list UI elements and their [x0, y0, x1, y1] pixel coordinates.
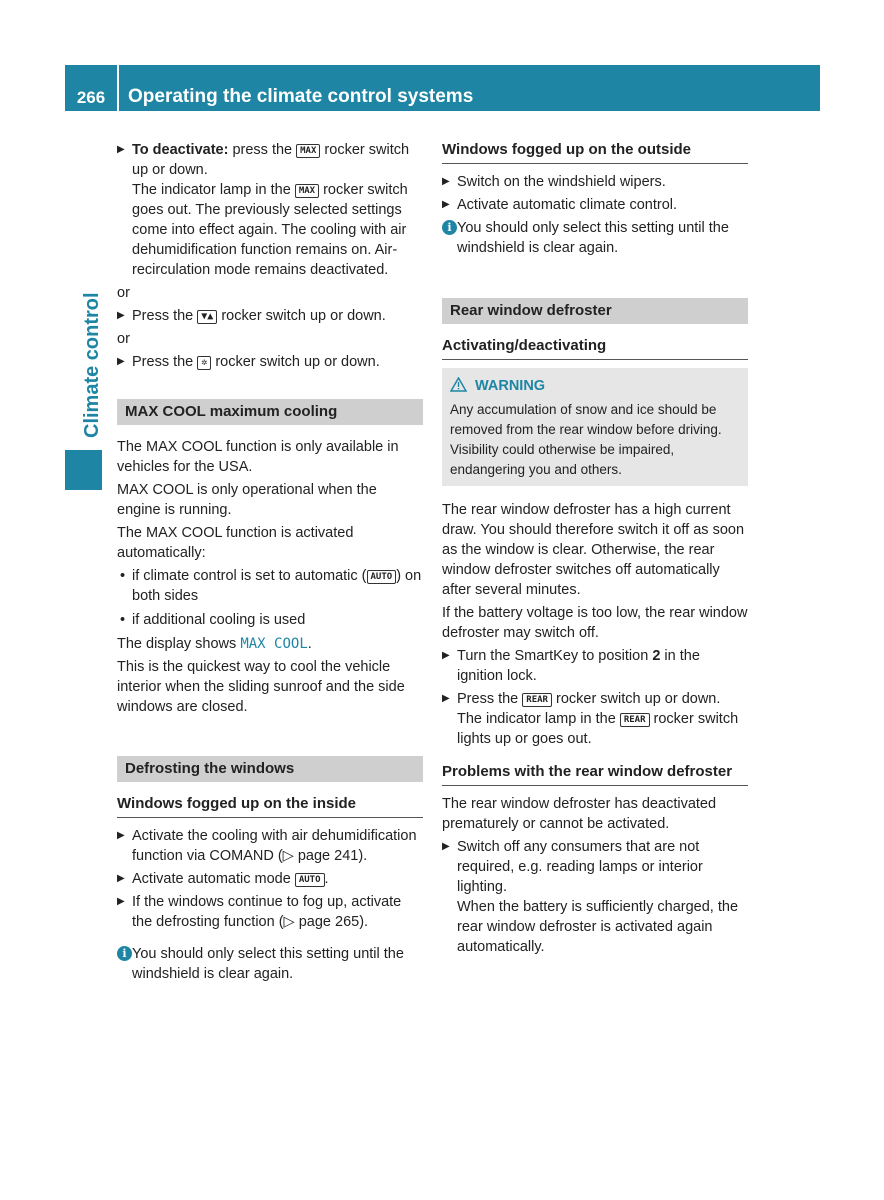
or-text: or — [117, 331, 130, 347]
warning-box — [442, 368, 748, 486]
step-item — [442, 837, 748, 957]
step-item — [117, 826, 423, 866]
step-text: rocker switch up or down. — [551, 691, 721, 707]
step-text: The indicator lamp in the — [457, 711, 620, 727]
rear-defrost-key-icon: REAR — [620, 713, 650, 727]
step-text: Activate the cooling with air dehumidification function via COMAND (▷ page 241). — [132, 828, 417, 864]
subheading-outside: Windows fogged up on the outside — [442, 140, 748, 164]
step-text: rocker switch up or down. — [132, 142, 410, 178]
right-column — [442, 140, 748, 960]
info-text: You should only select this setting until the windshield is clear again. — [132, 946, 404, 982]
step-text: . — [324, 871, 329, 887]
step-text: Press the — [457, 691, 523, 707]
paragraph: The rear window defroster has a high current draw. You should therefore switch it off as soon as the window is clear. Otherwise, the rear window defroster switches off automatically after several minutes. — [442, 502, 745, 598]
step-text: Switch off any consumers that are not required, e.g. reading lamps or interior lighting. — [457, 839, 703, 895]
step-text: Press the — [132, 308, 198, 324]
warning-title — [450, 376, 740, 396]
side-tab-label: Climate control — [81, 292, 103, 438]
arrow-icon: ▶ — [117, 896, 125, 907]
step-text: press the — [228, 142, 297, 158]
info-text: You should only select this setting until the windshield is clear again. — [457, 220, 729, 256]
warning-text: Any accumulation of snow and ice should be removed from the rear window before driving. Visibility could otherwise be impaired, endangering you and others. — [450, 402, 722, 477]
step-text: The indicator lamp in the — [132, 182, 295, 198]
paragraph: MAX COOL is only operational when the engine is running. — [117, 482, 377, 518]
display-text: . — [307, 636, 312, 652]
step-text: Press the — [132, 354, 198, 370]
info-note — [442, 218, 748, 258]
info-icon: i — [442, 220, 457, 235]
updown-key-icon: ▼▲ — [197, 310, 217, 324]
rear-defrost-key-icon: REAR — [522, 693, 552, 707]
step-text: If the windows continue to fog up, activate the defrosting function (▷ page 265). — [132, 894, 402, 930]
step-label: To deactivate: — [132, 142, 229, 158]
subheading-problems: Problems with the rear window defroster — [442, 762, 748, 786]
section-heading-max-cool: MAX COOL maximum cooling — [117, 399, 423, 425]
bullet-text: if climate control is set to automatic ( — [132, 568, 367, 584]
left-column — [117, 140, 423, 988]
page-header — [65, 65, 820, 111]
arrow-icon: ▶ — [117, 873, 125, 884]
arrow-icon: ▶ — [442, 199, 450, 210]
step-item — [442, 195, 748, 215]
page-number: 266 — [76, 88, 106, 107]
auto-key-icon: AUTO — [367, 570, 397, 584]
display-text: The display shows — [117, 636, 241, 652]
step-text: rocker switch goes out. The previously selected settings come into effect again. The cooling with air dehumidification function remains on. Air-recirculation mode remains deactivated. — [132, 182, 408, 278]
step-text: rocker switch up or down. — [211, 354, 380, 370]
subheading-inside: Windows fogged up on the inside — [117, 794, 423, 818]
subheading-activating: Activating/deactivating — [442, 336, 748, 360]
step-item — [117, 869, 423, 889]
step-press-fan — [117, 352, 423, 372]
paragraph: The rear window defroster has deactivated prematurely or cannot be activated. — [442, 796, 717, 832]
bullet-item: • if additional cooling is used — [120, 612, 306, 628]
section-heading-defrost: Defrosting the windows — [117, 756, 423, 782]
step-text: rocker switch lights up or goes out. — [457, 711, 739, 747]
step-text: Activate automatic climate control. — [457, 197, 678, 213]
position-number: 2 — [652, 648, 661, 664]
auto-key-icon: AUTO — [295, 873, 325, 887]
step-deactivate — [117, 140, 423, 280]
paragraph: The MAX COOL function is activated automatically: — [117, 525, 354, 561]
display-value: MAX COOL — [240, 636, 308, 652]
info-icon: i — [117, 946, 132, 961]
step-text: Activate automatic mode — [132, 871, 295, 887]
bullet-text: ) on both sides — [132, 568, 422, 604]
step-item — [442, 172, 748, 192]
step-press-updown — [117, 306, 423, 326]
bullet-item: • if climate control is set to automatic ( AUTO ) on both sides — [120, 568, 422, 604]
step-item — [442, 689, 748, 749]
warning-icon — [450, 377, 467, 392]
max-defrost-key-icon: MAX — [296, 144, 320, 158]
arrow-icon: ▶ — [442, 650, 450, 661]
fan-key-icon: ✲ — [197, 356, 211, 370]
arrow-icon: ▶ — [117, 310, 125, 321]
paragraph: The MAX COOL function is only available in vehicles for the USA. — [117, 439, 399, 475]
paragraph: If the battery voltage is too low, the rear window defroster may switch off. — [442, 605, 748, 641]
header-divider — [117, 65, 119, 111]
step-text: rocker switch up or down. — [217, 308, 386, 324]
arrow-icon: ▶ — [442, 693, 450, 704]
bullet-text: if additional cooling is used — [132, 612, 306, 628]
info-note — [117, 944, 423, 984]
step-item — [117, 892, 423, 932]
section-heading-rear-defroster: Rear window defroster — [442, 298, 748, 324]
side-tab-marker — [65, 450, 102, 490]
step-text: Turn the SmartKey to position — [457, 648, 653, 664]
step-text: When the battery is sufficiently charged, the rear window defroster is activated again automatically. — [457, 899, 739, 955]
max-defrost-key-icon: MAX — [295, 184, 319, 198]
arrow-icon: ▶ — [442, 841, 450, 852]
arrow-icon: ▶ — [117, 356, 125, 367]
or-text: or — [117, 285, 130, 301]
paragraph: This is the quickest way to cool the vehicle interior when the sliding sunroof and the side windows are closed. — [117, 659, 405, 715]
arrow-icon: ▶ — [442, 176, 450, 187]
page-title: Operating the climate control systems — [128, 86, 474, 107]
display-line — [117, 634, 423, 654]
arrow-icon: ▶ — [117, 144, 125, 155]
step-item — [442, 646, 748, 686]
step-text: in the ignition lock. — [457, 648, 700, 684]
warning-title-text: WARNING — [475, 378, 546, 394]
step-text: Switch on the windshield wipers. — [457, 174, 666, 190]
arrow-icon: ▶ — [117, 830, 125, 841]
